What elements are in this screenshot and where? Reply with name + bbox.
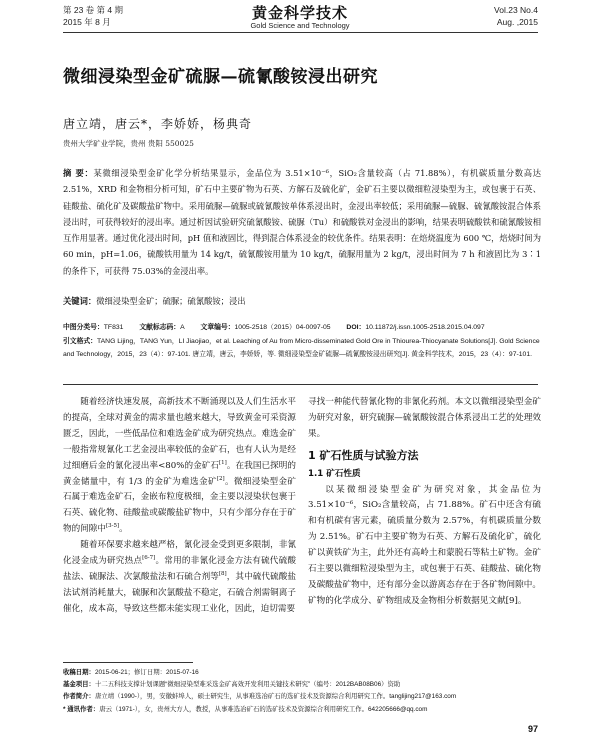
journal-name-en: Gold Science and Technology <box>250 21 350 30</box>
corresponding-author: * 通讯作者：唐云（1971-），女，贵州大方人，教授，从事难选冶矿石的选矿技术及资源综合利用研究工作。642205666@qq.com <box>63 705 428 713</box>
citation-format <box>63 335 541 361</box>
article-title: 微细浸染型金矿硫脲—硫氰酸铵浸出研究 <box>63 67 378 87</box>
body-left-column <box>63 395 296 618</box>
intro-paragraph-2: 随着环保要求越来越严格，氰化浸金受到更多限制，非氰化浸金成为研究热点[6-7]。常用的非氰化浸金方法有硫代硫酸盐法、硫脲法、次氯酸盐法和石硫合剂等[8]，其中硫代硫酸盐法试剂消耗量大，硫脲和次氯酸盐不稳定，石硫合剂需铜离子催化，成本高，导致这些都未能实现工业化，因此，迫切需要 <box>63 540 296 614</box>
keywords-label: 关键词： <box>63 296 97 306</box>
journal-logo-cn: 黄金科学技术 <box>251 4 348 22</box>
classification-line <box>63 321 541 335</box>
intro-paragraph-1: 随着经济快速发展，高新技术不断涌现以及人们生活水平的提高，全球对黄金的需求量也越来越大，导致黄金可采资源匮乏，因此，一些低品位和难选金矿成为研究热点。难选金矿一般指常规氰化工艺金浸出率较低的金矿石，也有人认为是经过细磨后金的氰化浸出率<80%的金矿石[1]。在我国已探明的黄金储量中，有 1/3 的金矿为难选金矿[2]。微细浸染型金矿石属于难选金矿石，金嵌布粒度极细，金主要以浸染状包裹于石英、硫化物、硅酸盐或碳酸盐矿物中，只有少部分存在于矿物的间隙中[3-5]。 <box>63 397 296 535</box>
keywords-text: 微细浸染型金矿；硫脲；硫氰酸铵；浸出 <box>96 296 246 306</box>
body-right-column <box>308 395 541 610</box>
ref-2[interactable]: [2] <box>216 475 225 482</box>
abstract-text: 某微细浸染型金矿化学分析结果显示，金品位为 3.51×10⁻⁶，SiO₂含量较高（占 71.88%），有机碳质量分数高达 2.51%，XRD 和金物相分析可知，矿石中主要矿物为石英、方解石及硫化矿，金矿石主要以微细粒浸染型为主，或包裹于石英、硅酸盐、硫化矿及碳酸盐矿物中。采用硫脲—硫脲或硫氰酸铵单体系浸出时，金浸出率较低；采用硫脲—硫脲、硫氰酸铵混合体系浸出时，可获得较好的浸出率。通过析因试验研究硫氰酸铵、硫脲（Tu）和硫酸铁对金浸出的影响，结果表明硫酸铁和硫氰酸铵相互作用显著。通过优化浸出时间，pH 值和液固比，得到混合体系浸金的较优条件。结果表明：在焙烧温度为 600 ℃，焙烧时间为 60 min，pH=1.06，硫酸铁用量为 14 kg/t，硫氰酸铵用量为 10 kg/t，硫脲用量为 2 kg/t，浸出时间为 7 h 和液固比为 3∶1 的条件下，可获得 75.03%的金浸出率。 <box>63 168 541 276</box>
date-cn: 2015 年 8 月 <box>63 17 111 27</box>
author-bio: 作者简介：唐立靖（1990-），男，安徽蚌埠人，硕士研究生，从事难选冶矿石的选矿技术及资源综合利用研究工作。tanglijing217@163.com <box>63 693 457 701</box>
article-no: 1005-2518（2015）04-0097-05 <box>234 324 331 331</box>
ref-6-7[interactable]: [6-7] <box>142 555 156 562</box>
ref-1[interactable]: [1] <box>219 459 227 466</box>
volume-issue-en: Vol.23 No.4 <box>494 5 538 15</box>
author-list: 唐立靖，唐云*，李娇娇，杨典奇 <box>63 117 253 131</box>
clc-label: 中图分类号： <box>63 324 104 331</box>
ref-8[interactable]: [8] <box>218 571 227 578</box>
fund-info: 基金项目：十二五科技支撑计划课题“微细浸染型难采选金矿高效开发利用关键技术研究”（编号：2012BAB08B06）资助 <box>63 681 401 689</box>
ore-properties-paragraph: 以某微细浸染型金矿为研究对象，其金品位为 3.51×10⁻⁶，SiO₂含量较高，占 71.88%。矿石中还含有硫和有机碳有害元素，硫质量分数为 2.57%，有机碳质量分数为 2.51%。矿石中主要矿物为石英、方解石及硫化矿，硫化矿以黄铁矿为主，此外还有高岭土和蒙脱石等粘土矿物。金矿石主要以微细粒浸染型为主，或包裹于石英、硅酸盐、硫化物及碳酸盐矿物中，还有部分金以游离态存在于各矿物间隙中。矿物的化学成分、矿物组成及金物相分析数据见文献[9]。 <box>308 484 541 606</box>
citation-label: 引文格式： <box>63 338 97 345</box>
intro-paragraph-3: 寻找一种能代替氰化物的非氰化药剂。本文以微细浸染型金矿为研究对象，研究硫脲—硫氰酸铵混合体系浸出工艺的处理效果。 <box>308 397 541 439</box>
doi-label: DOI： <box>346 324 366 331</box>
keywords <box>63 294 541 308</box>
page-number: 97 <box>527 724 538 734</box>
ref-3-5[interactable]: [3-5] <box>105 523 120 530</box>
received-date: 收稿日期：2015-06-21；修订日期：2015-07-16 <box>63 669 199 676</box>
subsection-heading-1-1: 1.1 矿石性质 <box>308 468 361 479</box>
citation-text: TANG Lijing，TANG Yun，LI Jiaojiao，et al. Leaching of Au from Micro-disseminated Gold Ore in Thiourea-Thiocyanate Solutions[J]. Gold Science and Technology，2015，23（4）：97-101. 唐立靖，唐云，李娇娇，等. 微细浸染型金矿硫脲—硫氰酸铵浸出研究[J]. 黄金科学技术，2015，23（4）：97-101. <box>63 338 540 358</box>
doc-code-label: 文献标志码： <box>139 324 181 331</box>
footnote-rule <box>63 662 193 663</box>
clc-code: TF831 <box>103 324 124 331</box>
doi-link[interactable]: 10.11872/j.issn.1005-2518.2015.04.097 <box>365 324 485 331</box>
affiliation: 贵州大学矿业学院，贵州 贵阳 550025 <box>63 139 194 148</box>
article-no-label: 文章编号： <box>200 324 235 331</box>
volume-issue-cn: 第 23 卷 第 4 期 <box>63 5 123 15</box>
doc-code: A <box>180 324 185 331</box>
header-rule <box>63 32 538 33</box>
footnotes <box>63 667 541 716</box>
abstract <box>63 165 541 279</box>
date-en: Aug. ,2015 <box>496 17 538 27</box>
abstract-bottom-rule <box>63 384 538 385</box>
running-header-right <box>494 4 538 28</box>
section-heading-1: 1 矿石性质与试验方法 <box>308 448 419 462</box>
abstract-label: 摘 要： <box>63 168 94 178</box>
